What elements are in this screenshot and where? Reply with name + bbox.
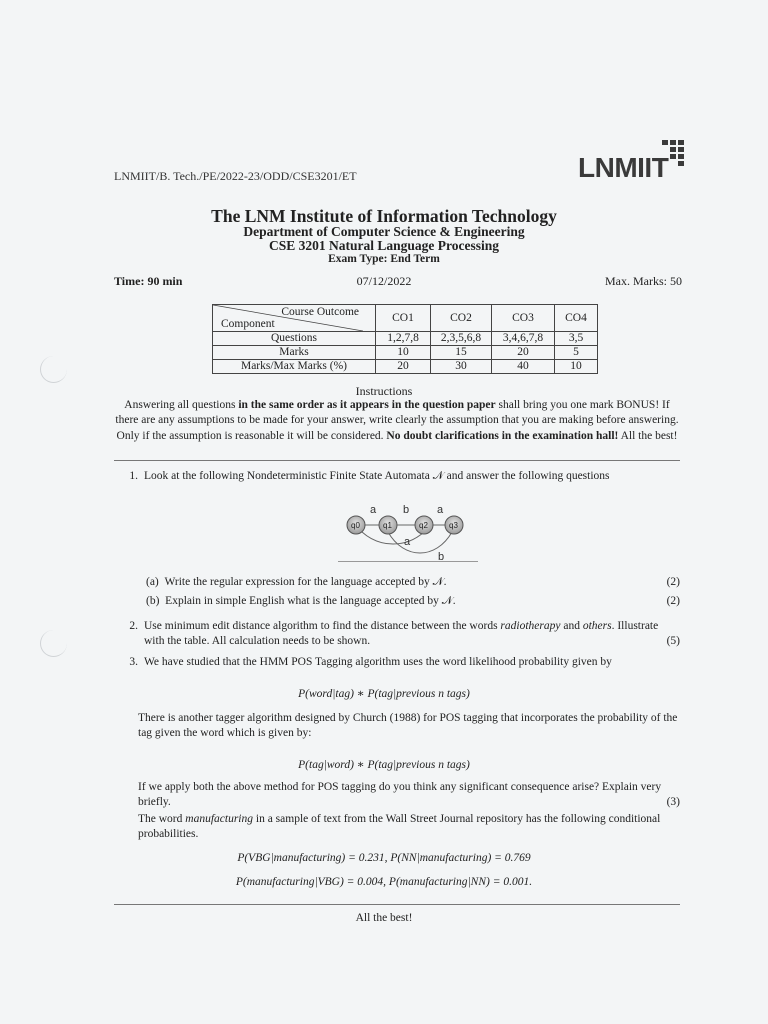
- state-label: q2: [419, 521, 428, 530]
- department-name: Department of Computer Science & Engineering: [243, 224, 525, 239]
- table-cell: 20: [492, 346, 555, 360]
- equation-1: P(word|tag) ∗ P(tag|previous n tags): [298, 688, 470, 700]
- exam-type: Exam Type: End Term: [328, 253, 440, 265]
- question-2: [114, 619, 680, 649]
- edge-label: b: [438, 551, 445, 562]
- equation-3: P(VBG|manufacturing) = 0.231, P(NN|manufacturing) = 0.769: [237, 852, 531, 864]
- exam-code: LNMIIT/B. Tech./PE/2022-23/ODD/CSE3201/ET: [114, 169, 357, 183]
- question-text: in a sample of text from the Wall Street Journal repository has the following conditional probabilities.: [138, 813, 661, 840]
- sub-text: Explain in simple English what is the language accepted by 𝒩.: [165, 595, 456, 607]
- question-word: others: [582, 620, 612, 632]
- instr-part: All the best!: [618, 429, 678, 442]
- table-cell: 10: [555, 360, 598, 374]
- table-cell: 30: [431, 360, 492, 374]
- row-label: Marks: [213, 346, 376, 360]
- table-header-cell: CO1: [376, 305, 431, 332]
- punch-hole-mark: [40, 630, 67, 657]
- exam-time: Time: 90 min: [114, 274, 183, 288]
- footer-text: All the best!: [355, 912, 413, 924]
- table-header-cell: CO2: [431, 305, 492, 332]
- question-text: We have studied that the HMM POS Tagging algorithm uses the word likelihood probability given by: [144, 656, 612, 668]
- divider: [114, 460, 680, 461]
- edge-label: b: [403, 504, 410, 516]
- table-cell: 40: [492, 360, 555, 374]
- question-number: 1.: [129, 470, 138, 482]
- sub-label: (a): [146, 576, 159, 588]
- question-number: 2.: [129, 620, 138, 632]
- table-cell: 3,4,6,7,8: [492, 332, 555, 346]
- instr-bold: in the same order as it appears in the question paper: [238, 399, 496, 411]
- table-cell: 3,5: [555, 332, 598, 346]
- question-1: [114, 469, 680, 484]
- table-cell: 2,3,5,6,8: [431, 332, 492, 346]
- question-text: If we apply both the above method for POS tagging do you think any significant consequence arise? Explain very briefly.: [138, 781, 662, 808]
- table-row: [213, 360, 598, 374]
- max-marks: Max. Marks: 50: [605, 274, 682, 288]
- question-1b: [146, 595, 680, 608]
- table-cell: 5: [555, 346, 598, 360]
- marks: (2): [666, 576, 680, 588]
- question-1a: [146, 576, 680, 589]
- question-3-paragraph: [138, 812, 680, 842]
- equation-2: P(tag|word) ∗ P(tag|previous n tags): [298, 759, 470, 771]
- edge-label: a: [437, 504, 444, 516]
- table-header-row: [213, 305, 598, 332]
- footer-divider: [114, 904, 680, 905]
- nfa-diagram: [340, 498, 470, 562]
- edge-label: a: [404, 536, 411, 548]
- question-text: and: [560, 620, 583, 632]
- diagram-baseline: [338, 561, 478, 562]
- question-3-subquestion: [138, 780, 680, 810]
- question-text: Look at the following Nondeterministic Finite State Automata 𝒩 and answer the following questions: [144, 470, 610, 482]
- instr-bold: No doubt clarifications in the examination hall!: [386, 429, 619, 442]
- question-text: The word: [138, 813, 186, 825]
- question-number: 3.: [129, 656, 138, 668]
- table-cell: 1,2,7,8: [376, 332, 431, 346]
- table-corner-cell: [213, 305, 376, 332]
- logo-grid-icon: [660, 140, 690, 174]
- sub-text: Write the regular expression for the language accepted by 𝒩.: [164, 576, 447, 588]
- state-label: q1: [383, 521, 392, 530]
- punch-hole-mark: [40, 356, 67, 383]
- marks: (5): [666, 635, 680, 647]
- corner-bottom-label: Component: [221, 318, 275, 330]
- equation-4: P(manufacturing|VBG) = 0.004, P(manufacturing|NN) = 0.001.: [235, 876, 533, 888]
- question-3-paragraph: There is another tagger algorithm designed by Church (1988) for POS tagging that incorporates the probability of the tag given the word which is given by:: [138, 712, 678, 739]
- state-label: q0: [351, 521, 360, 530]
- course-outcome-table: [212, 304, 598, 374]
- marks: (3): [666, 796, 680, 808]
- table-cell: 15: [431, 346, 492, 360]
- question-text: . Illustrate with the table. All calculation needs to be shown.: [144, 620, 659, 647]
- instructions-text: [114, 398, 680, 444]
- table-row: [213, 332, 598, 346]
- table-header-cell: CO4: [555, 305, 598, 332]
- table-row: [213, 346, 598, 360]
- exam-date: 07/12/2022: [356, 274, 412, 288]
- instr-part: shall bring you one mark BONUS! If there are any assumptions to be made for your answer, write clearly the assumption that you are making before answering. Only if the assumption is reasonable it will be considered.: [115, 399, 679, 442]
- table-header-cell: CO3: [492, 305, 555, 332]
- corner-top-label: Course Outcome: [281, 306, 359, 318]
- marks: (2): [666, 595, 680, 607]
- course-name: CSE 3201 Natural Language Processing: [268, 238, 499, 253]
- state-label: q3: [449, 521, 458, 530]
- instr-part: Answering all questions: [124, 399, 239, 411]
- row-label: Marks/Max Marks (%): [213, 360, 376, 374]
- table-cell: 10: [376, 346, 431, 360]
- row-label: Questions: [213, 332, 376, 346]
- sub-label: (b): [146, 595, 160, 607]
- logo-text: LNMIIT: [578, 152, 669, 183]
- table-cell: 20: [376, 360, 431, 374]
- question-word: manufacturing: [185, 813, 253, 825]
- question-3: [114, 655, 680, 670]
- edge-label: a: [370, 504, 377, 516]
- question-word: radiotherapy: [500, 620, 561, 632]
- question-text: Use minimum edit distance algorithm to find the distance between the words: [144, 620, 501, 632]
- institute-name: The LNM Institute of Information Technology: [211, 206, 557, 226]
- instructions-title: Instructions: [355, 384, 413, 398]
